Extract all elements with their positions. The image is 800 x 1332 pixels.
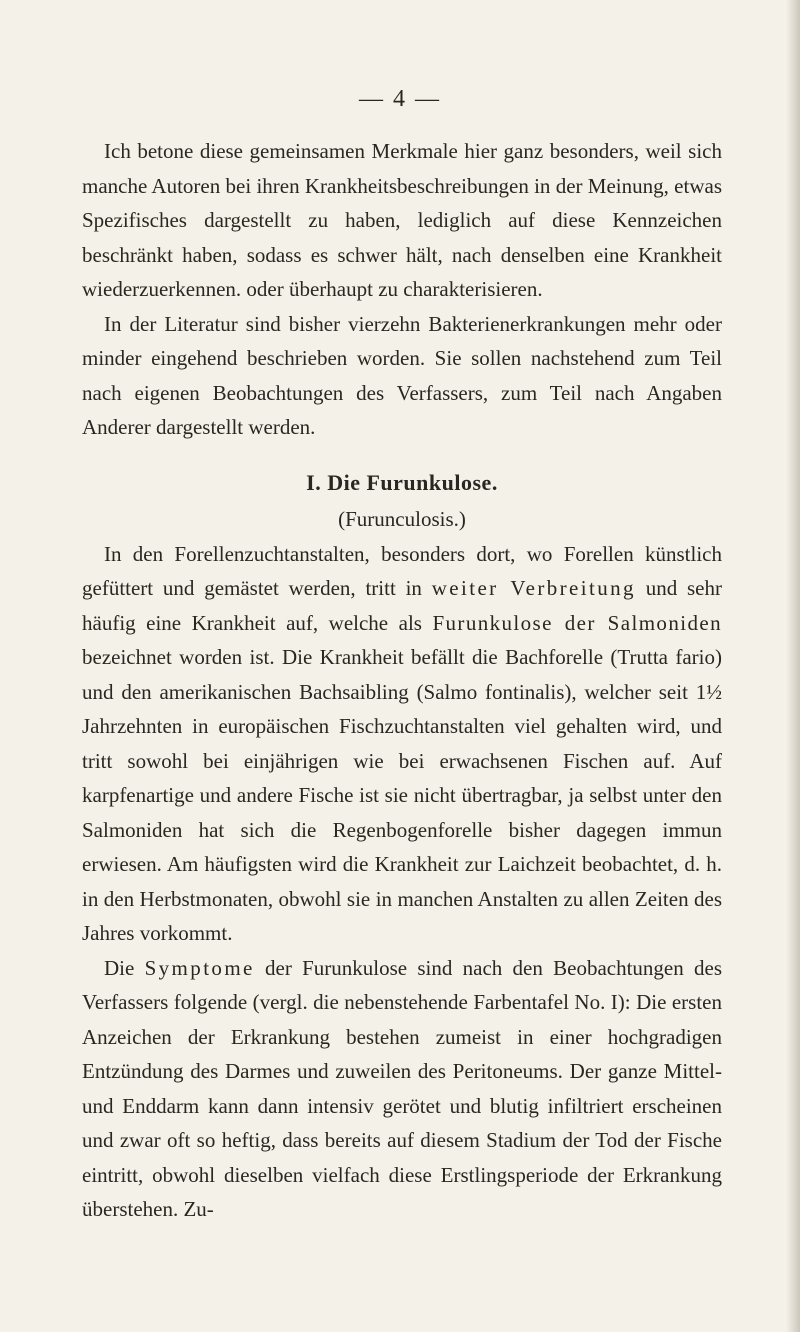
spaced-emphasis: weiter Verbreitung: [431, 576, 636, 600]
page-edge-shadow: [786, 0, 800, 1332]
text-column: [82, 134, 722, 1227]
paragraph-literatur: In der Literatur sind bisher vierzehn Bakterienerkrankungen mehr oder minder eingehend beschrieben worden. Sie sollen nachstehend zum Teil nach eigenen Beobachtungen des Verfassers, zum Teil nach Angaben Anderer dargestellt werden.: [82, 311, 722, 439]
paragraph-forellenzucht: [82, 537, 722, 951]
spaced-emphasis: Furunkulose der Salmoniden: [432, 610, 722, 635]
text-run: und sehr häufig eine Krankheit auf, welche als: [82, 576, 722, 635]
text-run: der Furunkulose sind nach den Beobachtungen des Verfassers folgende (vergl. die nebenstehende Farbentafel No. I): Die ersten Anzeichen der Erkrankung bestehen zumeist in einer hochgradigen Entzündung des Darmes und zuweilen des Peritoneums. Der ganze Mittel- und Enddarm kann dann intensiv gerötet und blutig infiltriert erscheinen und zwar oft so heftig, dass bereits auf diesem Stadium der Tod der Fische eintritt, obwohl dieselben vielfach diese Erstlingsperiode der Erkrankung überstehen. Zu-: [82, 955, 722, 1221]
text-run: Die: [104, 955, 145, 980]
page-number: — 4 —: [359, 86, 441, 112]
paragraph-merkmale: Ich betone diese gemeinsamen Merkmale hier ganz besonders, weil sich manche Autoren bei ihren Krankheitsbeschreibungen in der Meinung, etwas Spezifisches dargestellt zu haben, lediglich auf diese Kennzeichen beschränkt haben, sodass es schwer hält, nach denselben eine Krankheit wiederzuerkennen. oder überhaupt zu charakterisieren.: [82, 139, 722, 301]
section-heading: I. Die Furunkulose.: [306, 469, 498, 495]
text-run: bezeichnet worden ist. Die Krankheit befällt die Bachforelle (Trutta fario) und den amerikanischen Bachsaibling (Salmo fontinalis), welcher seit 1½ Jahrzehnten in europäischen Fischzuchtanstalten viel gehalten wird, und tritt sowohl bei einjährigen wie bei erwachsenen Fischen auf. Auf karpfenartige und andere Fische ist sie nicht übertragbar, ja selbst unter den Salmoniden hat sich die Regenbogenforelle bisher dagegen immun erwiesen. Am häufigsten wird die Krankheit zur Laichzeit beobachtet, d. h. in den Herbstmonaten, obwohl sie in manchen Anstalten zu allen Zeiten des Jahres vorkommt.: [82, 645, 722, 945]
section-subheading: (Furunculosis.): [338, 507, 466, 531]
spaced-emphasis: Symptome: [144, 955, 255, 980]
text-run: In den Forellenzuchtanstalten, besonders dort, wo Forellen künstlich gefüttert und gemästet werden, tritt in: [82, 541, 722, 600]
paragraph-symptome: [82, 951, 722, 1227]
